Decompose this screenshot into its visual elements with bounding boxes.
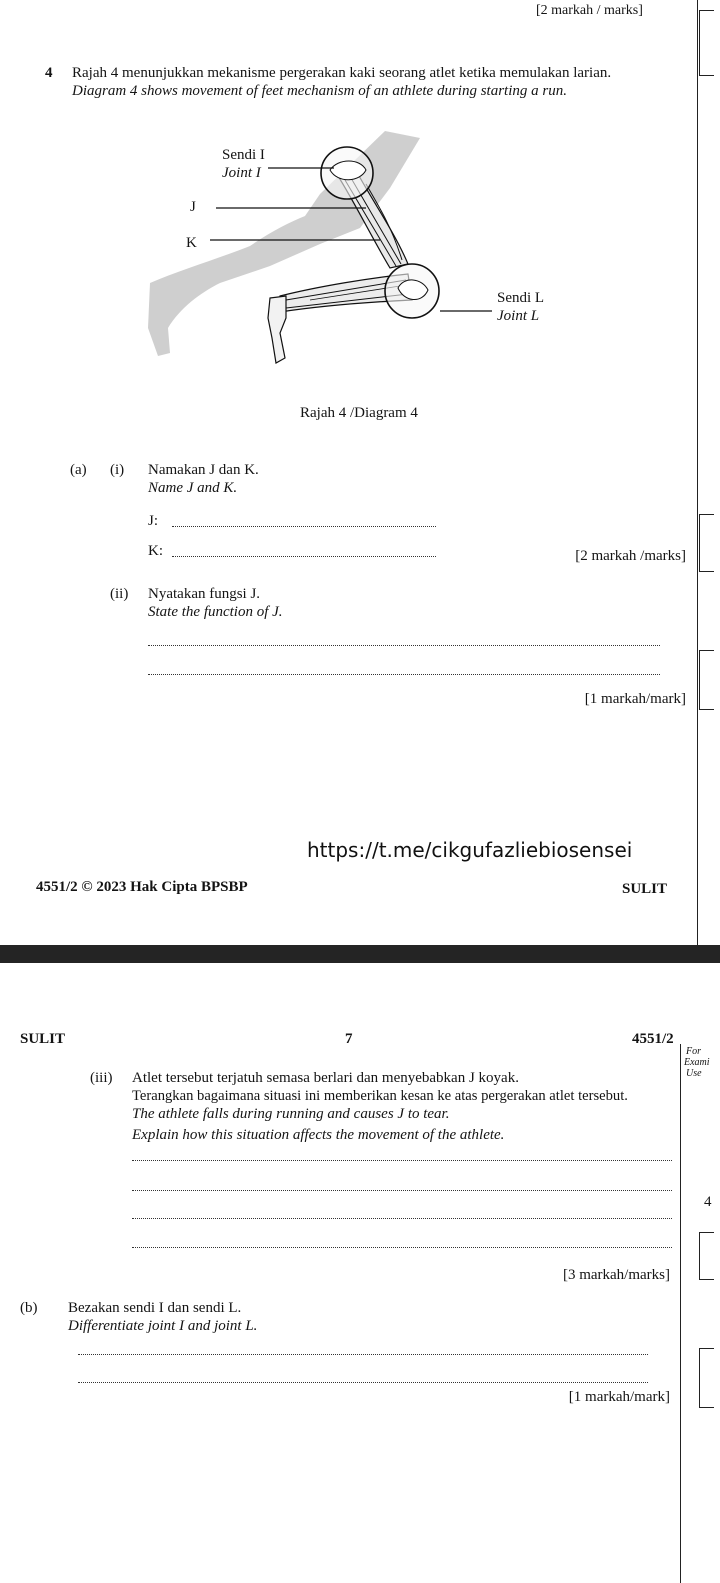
question-a-ii-en: State the function of J. [148, 604, 283, 620]
answer-k-line[interactable] [172, 556, 436, 557]
answer-a-iii-line-2[interactable] [132, 1190, 672, 1191]
examiner-exam: Exami [684, 1057, 710, 1068]
label-sendi-l: Sendi L [497, 290, 545, 306]
label-joint-i: Joint I [222, 165, 261, 181]
question-a-ii-marks: [1 markah/mark] [584, 691, 686, 707]
foot-bones [268, 296, 286, 363]
answer-a-ii-line-1[interactable] [148, 645, 660, 646]
header-page-number: 7 [345, 1031, 353, 1047]
answer-j-label: J: [148, 513, 159, 529]
answer-a-iii-line-4[interactable] [132, 1247, 672, 1248]
question-intro-ms: Rajah 4 menunjukkan mekanisme pergerakan kaki seorang atlet ketika memulakan larian. [72, 65, 612, 81]
question-a-i-label: (i) [110, 462, 125, 478]
examiner-column-line-2 [680, 1044, 681, 1583]
answer-j-line[interactable] [172, 526, 436, 527]
marks-box-b [699, 1348, 714, 1408]
page-separator [0, 945, 720, 963]
channel-link[interactable]: https://t.me/cikgufazliebiosensei [307, 838, 633, 862]
marks-box-a-ii [699, 650, 714, 710]
answer-b-line-1[interactable] [78, 1354, 648, 1355]
label-sendi-i: Sendi I [222, 147, 265, 163]
question-number: 4 [45, 65, 53, 81]
answer-k-label: K: [148, 543, 163, 559]
question-a-iii-ms-1: Atlet tersebut terjatuh semasa berlari dan menyebabkan J koyak. [132, 1070, 519, 1086]
examiner-column-line [697, 0, 698, 945]
header-sulit: SULIT [20, 1031, 66, 1047]
question-a-iii-en-1: The athlete falls during running and causes J to tear. [132, 1106, 450, 1122]
label-joint-l: Joint L [497, 308, 540, 324]
question-a-iii-ms-2: Terangkan bagaimana situasi ini memberikan kesan ke atas pergerakan atlet tersebut. [132, 1088, 628, 1104]
footer-sulit: SULIT [622, 881, 668, 897]
top-marks: [2 markah / marks] [536, 3, 643, 18]
question-b-ms: Bezakan sendi I dan sendi L. [68, 1300, 242, 1316]
answer-a-ii-line-2[interactable] [148, 674, 660, 675]
footer-copyright: 4551/2 © 2023 Hak Cipta BPSBP [36, 879, 248, 895]
examiner-for: For [686, 1046, 701, 1057]
header-paper-code: 4551/2 [632, 1031, 674, 1047]
examiner-digit: 4 [704, 1194, 712, 1210]
question-b-label: (b) [20, 1300, 38, 1316]
question-a-iii-en-2: Explain how this situation affects the movement of the athlete. [132, 1127, 505, 1143]
question-b-marks: [1 markah/mark] [568, 1389, 670, 1405]
question-a-iii-marks: [3 markah/marks] [562, 1267, 670, 1283]
marks-box-a-iii [699, 1232, 714, 1280]
question-a-iii-label: (iii) [90, 1070, 113, 1086]
marks-box-a-i [699, 514, 714, 572]
question-a-i-ms: Namakan J dan K. [148, 462, 259, 478]
question-a-i-marks: [2 markah /marks] [575, 548, 686, 564]
answer-a-iii-line-3[interactable] [132, 1218, 672, 1219]
answer-b-line-2[interactable] [78, 1382, 648, 1383]
question-a-label: (a) [70, 462, 87, 478]
leg-diagram [140, 128, 580, 378]
question-b-en: Differentiate joint I and joint L. [68, 1318, 258, 1334]
question-a-ii-ms: Nyatakan fungsi J. [148, 586, 261, 602]
diagram-caption: Rajah 4 /Diagram 4 [300, 405, 418, 421]
question-intro-en: Diagram 4 shows movement of feet mechanism of an athlete during starting a run. [72, 83, 567, 99]
label-j: J [190, 199, 196, 215]
marks-box-top [699, 10, 714, 76]
examiner-use: Use [686, 1068, 702, 1079]
label-k: K [186, 235, 197, 251]
answer-a-iii-line-1[interactable] [132, 1160, 672, 1161]
question-a-ii-label: (ii) [110, 586, 129, 602]
question-a-i-en: Name J and K. [148, 480, 238, 496]
